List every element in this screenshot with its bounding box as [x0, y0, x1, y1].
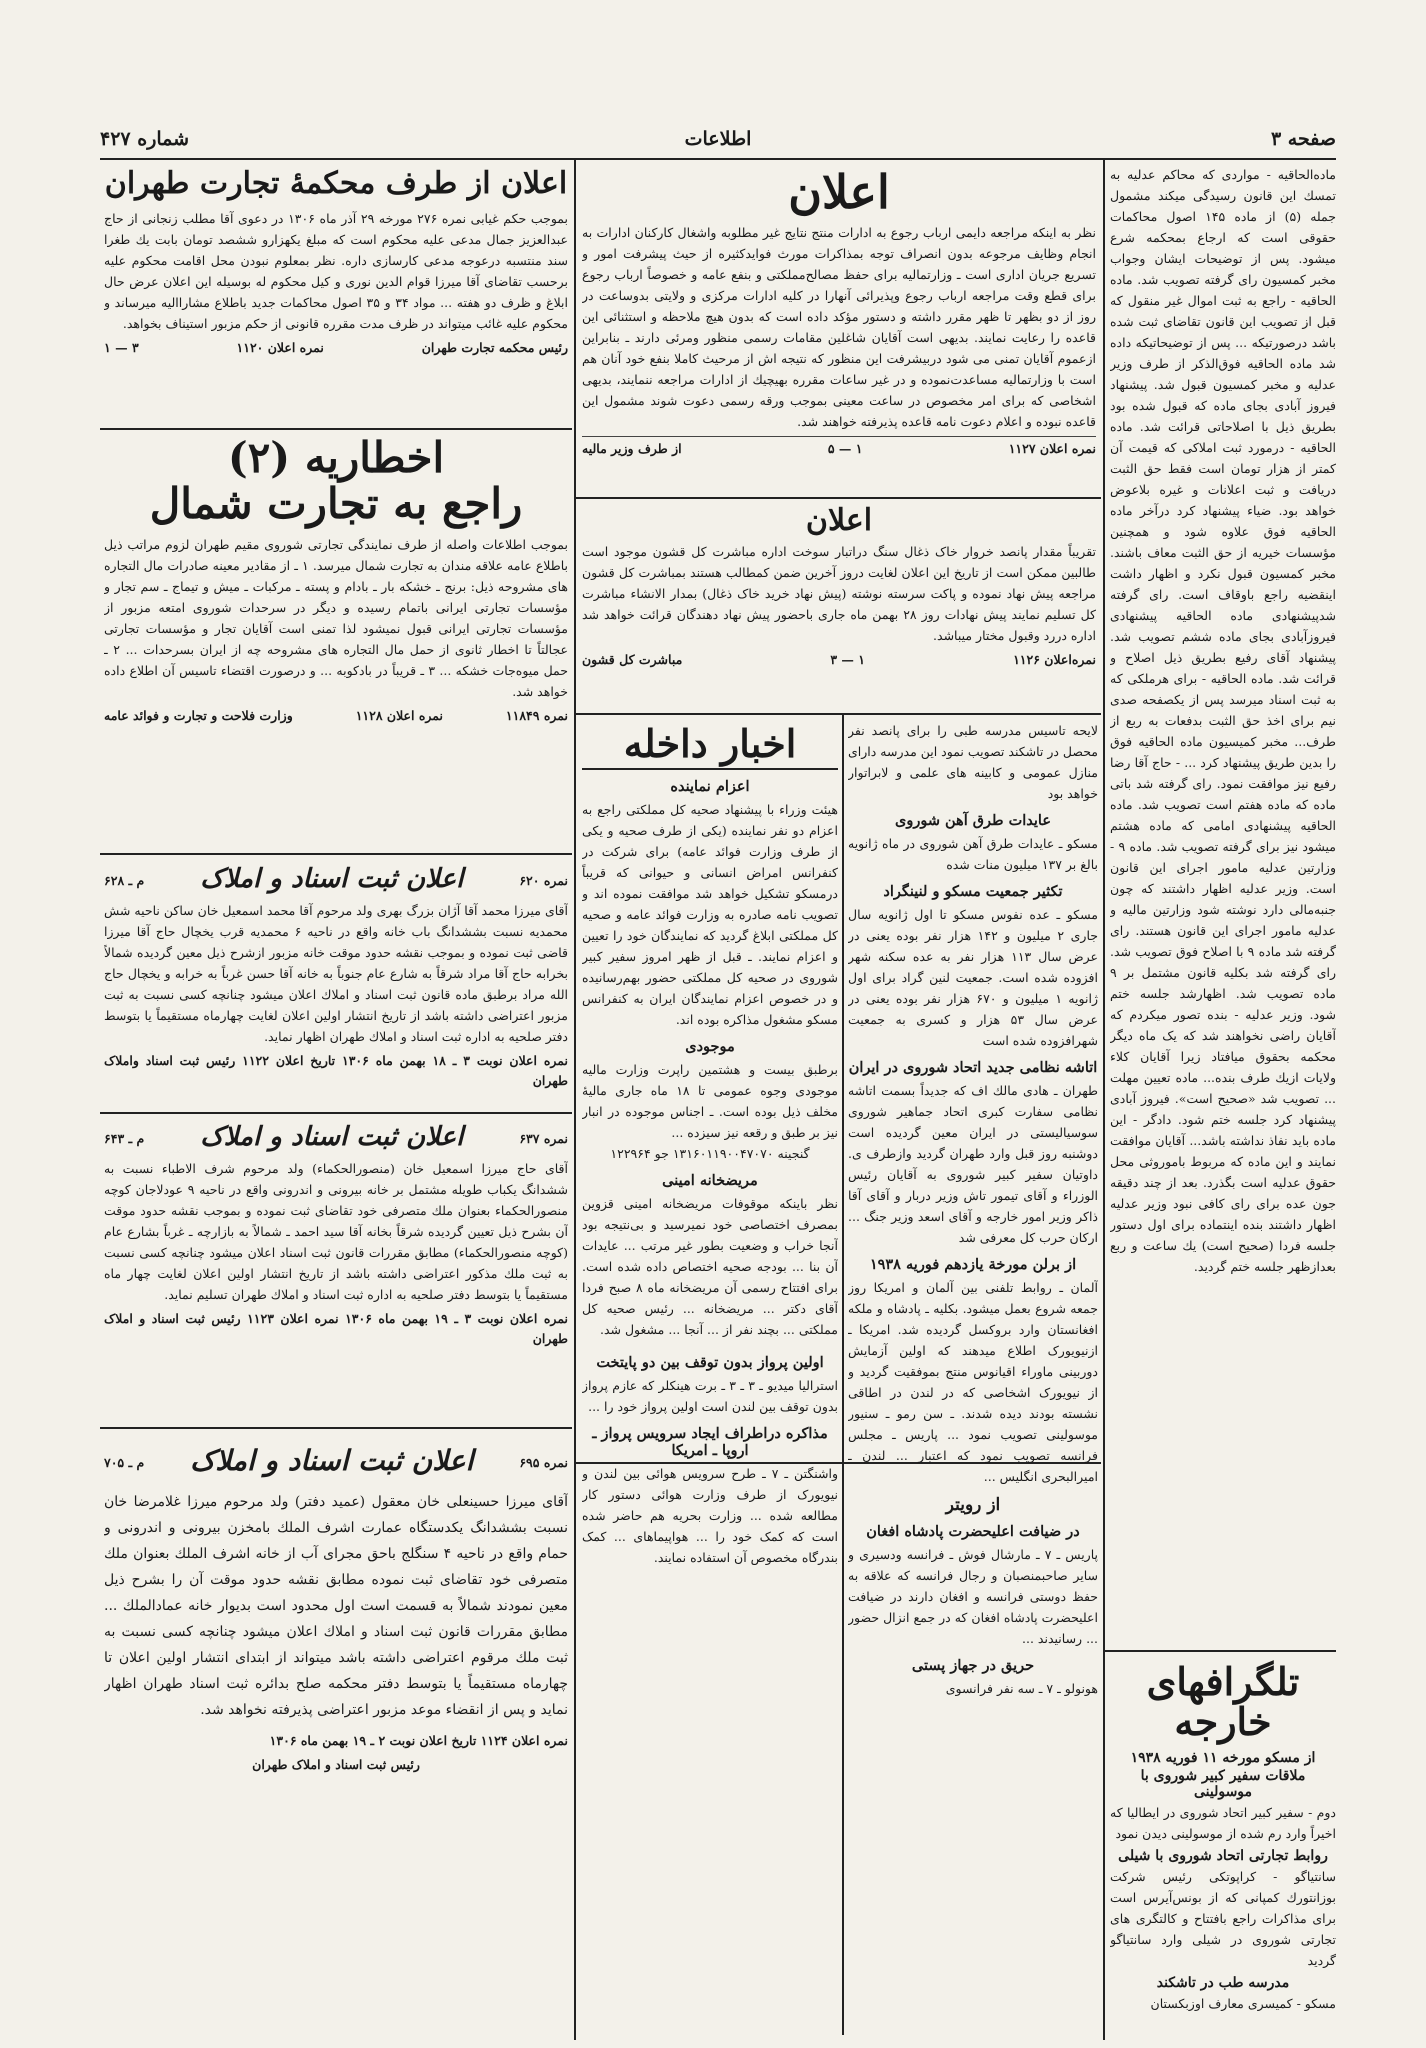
news-subheading: از رویتر	[945, 1495, 1001, 1515]
notice-number-secondary: نمره اعلان ۱۱۲۸	[355, 708, 443, 724]
court-notice-text: بموجب حکم غیابی نمره ۲۷۶ مورخه ۲۹ آذر ماه ۱۳۰۶ در دعوی آقا مطلب زنجانی از حاج عبدالعزیز جمال مدعی علیه محکوم است که مبلغ یکهزارو ششصد تومان بابت یك طغرا سند منتسبه درعوجه مدعی کارسازی داره. نظر بمعلوم نبودن محل اقامت محکوم علیه برحسب تقاضای آقا میرزا قوام الدین نوری و کیل محکوم له بوسیله این اعلان عرض حال ابلاغ و ظرف دو هفته ... مواد ۳۴ و ۳۵ اصول محاکمات جدید باطلاع مشاراالیه میرساند و محکوم علیه غائب میتواند در ظرف مدت مقرره قانونی از حکم مزبور استیناف بخواهد.	[104, 210, 568, 331]
notice-signature: رئیس محکمه تجارت طهران	[421, 339, 568, 355]
registry-notice-text: آقای میرزا محمد آقا آژان بزرگ بهری ولد مرحوم آقا محمد اسمعیل خان ساکن ناحیه شش محمدیه نسبت بششدانگ باب خانه واقع در ناحیه ۶ محمدیه قرب یخچال حاج آقا میرزا قاضی ثبت نموده و بموجب نقشه حدود موقت خانه مزبور ازشرح ذیل معین گردیده شمالاً بخرابه حاج آقا مراد شرقاً به شارع عام جنوباً به خانه آقا حسن غرباً به خرابه و یخچال حاج الله مراد برطبق ماده قانون ثبت اسناد و املاك اعلان میشود چنانچه کسی نسبت به ثبت مزبور اعتراضی داشته باشد از تاریخ انتشار اولین اعلان لغایت چهارماه مستقیماً یا بتوسط دفتر صلحیه به اداره ثبت اسناد و املاك طهران اظهار نماید.	[104, 903, 568, 1044]
news-column	[848, 720, 1098, 2038]
section-rule	[100, 1112, 572, 1114]
finance-notice-title: اعلان	[788, 165, 890, 219]
telegram-text: مسکو - کمیسری معارف اوزبکستان	[1150, 1995, 1336, 2011]
telegram-headline: ملاقات سفیر کبیر شوروی با موسولینی	[1140, 1767, 1306, 1800]
court-notice	[104, 164, 568, 424]
parliament-report-text: ماده‌الحاقیه - مواردی که محاکم عدلیه به تمسك این قانون رسیدگی میکند مشمول جمله (۵) از ماده ۱۴۵ اصول محاکمات حقوقی است که ارجاع بمحکمه شرع میشود. پس از توضیحات ایشان وجواب مخبر کمسیون رای گرفته تصویب شد. ماده الحاقیه - راجع به ثبت اموال غیر منقول که قبل از تصویب این قانون تقاضای ثبت شده باشد درصورتیکه ... پس از توضیحاتیکه داده شد ماده الحاقیه فوق‌الذکر از طرف وزیر عدلیه و مخبر کمسیون قبول شد. پیشنهاد فیروز آبادی بجای ماده که قبول شده بود بطریق ذیل با اصلاحاتی قرائت شد. ماده الحاقیه - درمورد ثبت املاکی که قیمت آن کمتر از هزار تومان است فقط حق الثبت دریافت و ثبت اعلانات و غیره بلاعوض خواهد بود. ضیاء پیشنهاد کرد درآخر ماده الحاقیه فوق علاوه شود و همچنین مؤسسات خیریه از حق الثبت معاف باشند. مخبر کمسیون قبول نکرد و اظهار داشت اینقضیه راجع باوقاف است. رای گرفته شدپیشنهادی ماده الحاقیه پیشنهادی فیروزآبادی بجای ماده ششم تصویب شد. پیشنهاد آقای رفیع بطریق ذیل اصلاح و قرائت شد. ماده الحاقیه - برای هرملکی که به ثبت اسناد میرسد پس از یکصفحه صدی نیم برای اخذ حق الثبت بدفعات به ربع از طرف... مخبر کمیسیون ماده الحاقیه فوق را بدین طریق پیشنهاد کرد ... - حاج آقا رضا رفیع نیز موافقت نمود. رای گرفته شد باتی ماده که ماده هفتم است تصویب شد. ماده الحاقیه پیشنهادی امامی که ماده هشتم میشود نیز برای گرفته تصویب شد. ماده ۹ - وزارتین عدلیه مامور اجرای این قانون است. وزیر عدلیه اظهار داشتند که چون جنبه‌مالی دارد نوشته شود وزارتین مالیه و عدلیه مامور اجرای این قانون هستند. رای گرفته شد ماده ۹ با اصلاح فوق تصویب شد. رای گرفته شد بکلیه قانون مشتمل بر ۹ ماده تصویب شد. اظهارشد جلسه ختم شود. وزیر عدلیه - بنده تصور میکردم که آقایان راضی نخواهند شد که یک ماه دیگر محکمه بحقوق میافتاد زیرا آقایان کلاء ولایات ازیك طرف بنده... ماده تعیین مهلت ... تصویب شد «صحیح است». فیروز آبادی پیشنهاد کرد جلسه ختم شود. دادگر - این ماده باید نفاذ نداشته باشد... آقایان موافقت نمایند و این ماده که مربوط باموروثی محل حقوق عدلیه است بگذرد. بعد از چند دقیقه جون عده برای رای کافی نبود وزیر عدلیه اظهار داشتند بنده اینتماده برای اول دستور جلسه فردا (صحیح است) یك ساعت و ربع بعدازظهر جلسه ختم گردید.	[1110, 167, 1336, 1274]
registry-stamp-title: اعلان ثبت اسناد و املاک	[200, 1122, 464, 1152]
news-text: استرالیا میدیو ـ ۳ ـ ۳ ـ برت هینکلر که عازم پرواز بدون توقف بین لندن است اولین پرواز خود را ...	[582, 1377, 838, 1414]
foreign-telegrams	[1110, 1656, 1336, 2036]
news-subheading: موجودی	[685, 1037, 735, 1055]
coal-notice-title: اعلان	[805, 503, 873, 538]
section-rule	[576, 713, 1101, 715]
newspaper-name: اطلاعات	[684, 128, 752, 150]
section-rule	[576, 497, 1101, 499]
news-text: پاریس ـ ۷ ـ مارشال فوش ـ فرانسه ودسیری و سایر صاحبمنصبان و رجال فرانسه که علاقه به حفظ دوستی فرانسه و افغان دارند در ضیافت اعلیحضرت پادشاه افغان که در جمع انزال حضور ... رسانیدند ...	[848, 1547, 1098, 1646]
section-rule	[100, 853, 572, 855]
notice-signature: مباشرت کل قشون	[582, 651, 683, 667]
section-rule	[100, 1427, 572, 1429]
notice-number: م ـ ۶۲۸	[104, 873, 145, 888]
domestic-news-title: اخبار داخله	[582, 724, 838, 770]
registry-notice-footer	[104, 1731, 568, 1751]
registry-notice-text: آقای حاج میرزا اسمعیل خان (منصورالحکماء) ولد مرحوم شرف الاطباء نسبت به ششدانگ یکباب طویله مشتمل بر خانه بیرونی و اندرونی واقع در ناحیه ۹ عودلاجان کوچه منصورالحکماء بعنوان ملك متصرفی خود تقاضای ثبت نموده و بموجب نقشه حدود موقت آن بشرح ذیل تعیین گردیده شرقاً بخانه آقا سید احمد ـ شمالاً به بازارچه ـ غرباً بشارع عام (کوچه منصورالحکماء) مطابق مقررات قانون ثبت اسناد اعلان میشود چنانچه کسی نسبت به ثبت ملك مذکور اعتراضی داشته باشد از تاریخ انتشار اولین اعلان لغایت چهار ماه مستقیماً یا بتوسط دفتر صلحیه به اداره ثبت اسناد و املاك طهران تسلیم نماید.	[104, 1161, 568, 1302]
registry-notice-text: آقای میرزا حسینعلی خان معقول (عمید دفتر) ولد مرحوم میرزا غلامرضا خان نسبت بششدانگ یکدستگاه عمارت اشرف الملك بامخزن بیرونی و اندرونی و حمام واقع در ناحیه ۴ سنگلج باحق مجرای آب از خانه اشرف الملك بعنوان ملك متصرفی خود تقاضای ثبت نموده مطابق نقشه حدود موقت آن را بشرح ذیل معین نمودند شمالاً به قسمت است اول محدود است بدیوار خانه عمادالملك ... مطابق مقررات قانون ثبت اسناد و املاك اعلان میشود چنانچه کسی نسبت به ثبت ملك مرقوم اعتراضی داشته باشد میتواند از ابتدای انتشار اولین اعلان تا چهارماه مستقیماً یا بتوسط دفتر محکمه صلح بدائره ثبت اسناد طهران اظهار نماید و پس از انقضاء موعد مزبور اعتراضی پذیرفته نخواهد شد.	[104, 1494, 568, 1718]
notice-signature: رئیس ثبت اسناد و املاک طهران	[252, 1757, 420, 1772]
news-text: برطبق بیست و هشتمین راپرت وزارت مالیه موجودی وجوه عمومی تا ۱۸ ماه جاری مالیهٔ مخلف ذیل بوده است. ـ اجناس موجوده در انبار نیز بر طبق و رقعه نیز سیزده ...	[582, 1061, 838, 1140]
notice-number: نمره‌اعلان ۱۱۲۶	[1013, 651, 1096, 667]
page-header	[100, 126, 1336, 160]
notice-number: م ـ ۷۰۵	[104, 1454, 145, 1470]
section-rule	[100, 428, 572, 430]
trade-warning-footer	[104, 706, 568, 726]
news-subheading: تکثیر جمعیت مسکو و لنینگراد	[883, 883, 1063, 900]
news-text: مسکو ـ عده نفوس مسکو تا اول ژانویه سال جاری ۲ میلیون و ۱۴۲ هزار نفر بوده یعنی در عرض سال ۱۱۳ هزار نفر به عده سکنه شهر افزوده شده است. جمعیت لنین گراد برای اول ژانویه ۱ میلیون و ۶۷۰ هزار نفر بوده یعنی در عرض سال ۵۳ هزار و کسری به جمعیت شهرافزوده شده است	[848, 907, 1098, 1048]
news-text: آلمان ـ روابط تلفنی بین آلمان و امریکا روز جمعه شروع بعمل میشود. بکلیه ـ پادشاه و ملکه افغانستان وارد بروکسل گردیده شد. امریکا ـ ازنیویورک اطلاع میدهند که اولین آزمایش دوربینی ماوراء اقیانوس منتج بموفقیت گردید و از نیویورک اشخاصی که در لندن در اطاقی نشسته بودند دیده شدند. ـ سن رمو ـ سنیور موسولینی تصویب نمود ... پاریس ـ مجلس فرانسه تصویب نمود که اعتبار ... لندن ـ امیرالبحری انگلیس ...	[848, 1280, 1098, 1484]
finance-notice-text: نظر به اینکه مراجعه دایمی ارباب رجوع به ادارات منتج نتایج غیر مطلوبه واشغال کارکنان ادارات به انجام وظایف مرجوعه بدون انصراف توجه بمذاکرات مورث فوایدکثیره از حیث پیشرفت امور و تسریع جریان اداری است ـ وزارتمالیه برای حفظ مصالح‌مملکتی و بنفع عامه و خصوصاً ارباب رجوع برای قطع وقت مراجعه ارباب رجوع وپذیرائی آنهارا در کلیه ادارات مرکزی و ولایتی بدوساعت در روز از دو بظهر تا ظهر مقرر داشته و دستور مؤکد داده است که بدون هیچ ملاحظه و استثنائی این قاعده را رعایت نمایند. بدیهی است آقایان شاغلین مقامات رسمی منظور ومرئی دارند ـ بنابراین ازعموم آقایان تمنی می شود دربیشرفت این منظور که نتیجه اش از مرحیث کاملا بنفع خود آنان هم است با وزارتمالیه مساعدت‌نموده و در غیر ساعات مقرره بهیچیك از ادارات مراجعه ننمایند، بدیهی اشخاصی که برای امر مخصوص در ساعت معینی بموجب ورقه رسمی دعوت شوند مشمول این قاعده نبوده و اعلام دعوت نامه قاعده پذیرفته خواهند شد.	[582, 225, 1096, 430]
notice-series: ۱ — ۳	[830, 651, 866, 667]
notice-number: نمره ۶۳۷	[519, 1131, 568, 1146]
news-figures: گنجینه ۱۳۱۶۰۱۱۹۰۰۴۷۰۷۰ جو ۱۲۲۹۶۴	[610, 1145, 810, 1161]
registry-notice-header	[104, 1444, 568, 1477]
column-rule	[574, 160, 576, 2040]
news-text: نظر باینکه موقوفات مریضخانه امینی قزوین بمصرف اختصاصی خود نمیرسید و بی‌نتیجه بود آنجا خراب و وضعیت بطور غیر مرتب ... عایدات آن بنا ... بودجه صحیه اختصاص داده شده است. برای افتتاح رسمی آن مریضخانه ماه ۸ صبح فردا آقای دکتر ... مریضخانه ... رئیس صحیه کل مملکتی ... بچند نفر از ... آنجا ... مشغول شد.	[582, 1195, 838, 1337]
telegram-dateline: از مسکو مورخه ۱۱ فوریه ۱۹۳۸	[1130, 1749, 1316, 1766]
notice-number: نمره اعلان ۱۱۲۰	[236, 339, 324, 355]
coal-notice-footer	[582, 650, 1096, 670]
trade-warning-notice	[104, 434, 568, 850]
notice-number: نمره ۶۹۵	[519, 1454, 568, 1470]
news-text: هونولو ـ ۷ ـ سه نفر فرانسوی	[945, 1681, 1098, 1696]
page-number: صفحه ۳	[1270, 128, 1336, 150]
column-rule	[1103, 160, 1105, 2040]
registry-stamp-title: اعلان ثبت اسناد و املاک	[190, 1444, 474, 1477]
news-subheading: حریق در جهاز پستی	[911, 1657, 1035, 1674]
news-subheading: مذاکره دراطراف ایجاد سرویس پرواز ـ اروپا ـ امریکا	[592, 1424, 828, 1459]
registry-notice-footer: نمره اعلان نوبت ۳ ـ ۱۸ بهمن ماه ۱۳۰۶ تاریخ اعلان ۱۱۲۲ رئیس ثبت اسناد واملاک طهران	[104, 1053, 568, 1088]
registry-notice-header	[104, 864, 568, 894]
news-subheading: عایدات طرق آهن شوروی	[894, 812, 1052, 829]
news-subheading: مریضخانه امینی	[662, 1171, 758, 1189]
finance-notice-footer	[582, 436, 1096, 459]
notice-signature: وزارت فلاحت و تجارت و فوائد عامه	[104, 708, 293, 724]
issue-number: شماره ۴۲۷	[100, 128, 190, 150]
telegram-text: سانتیاگو - کراپوتکی رئیس شرکت بوزانتورك کمپانی که از بونس‌آیرس است برای مذاکرات راجع بافتتاح و کالتگری های تجارتی شوروی در شیلی وارد سانتیاگو گردید	[1110, 1868, 1336, 1968]
telegram-text: دوم - سفیر کبیر اتحاد شوروی در ایطالیا که اخیراً وارد رم شده از موسولینی دیدن نمود	[1110, 1804, 1336, 1841]
news-text: هیئت وزراء با پیشنهاد صحیه کل مملکتی راجع به اعزام دو نفر نماینده (یکی از طرف صحیه و یکی از طرف وزارت فوائد عامه) برای شرکت در کنفرانس امراض انسانی و حیوانی که قریباً درمسکو تشکیل خواهد شد موافقت نموده اند و تصویب نامه صادره به وزارت فوائد عامه و صحیه کل مملکتی ابلاغ گردید که نمایندگان خود را تعیین و اعزام نمایند. ـ قبل از ظهر امروز سفیر کبیر شوروی در صحیه کل مملکتی حضور بهم‌رسانیده و در خصوص اعزام نمایندگان ایران به کنفرانس مسکو مشغول مذاکره بوده اند.	[582, 801, 838, 1027]
registry-notice-2	[104, 1118, 568, 1424]
notice-number: نمره ۶۲۰	[519, 873, 568, 888]
news-subheading: اتاشه نظامی جدید اتحاد شوروی در ایران	[848, 1059, 1098, 1076]
registry-notice-footer: نمره اعلان نوبت ۳ ـ ۱۹ بهمن ماه ۱۳۰۶ نمره اعلان ۱۱۲۳ رئیس ثبت اسناد و املاک طهران	[104, 1311, 568, 1346]
finance-notice	[582, 164, 1096, 494]
telegram-headline: روابط تجارتی اتحاد شوروی با شیلی	[1118, 1847, 1328, 1864]
trade-warning-subtitle: راجع به تجارت شمال	[149, 479, 523, 529]
news-subheading: اولین پرواز بدون توقف بین دو پایتخت	[596, 1353, 824, 1371]
registry-notice-footer-text: نمره اعلان ۱۱۲۴ تاریخ اعلان نوبت ۲ ـ ۱۹ بهمن ماه ۱۳۰۶	[269, 1733, 568, 1748]
court-notice-footer	[104, 338, 568, 358]
telegram-headline: مدرسه طب در تاشکند	[1156, 1974, 1290, 1991]
notice-signature: از طرف وزیر مالیه	[582, 441, 682, 457]
news-text: مسکو ـ عایدات طرق آهن شوروی در ماه ژانویه بالغ بر ۱۳۷ میلیون منات شده	[848, 836, 1098, 872]
coal-notice-text: تقریباً مقدار پانصد خروار خاک ذغال سنگ دراتبار سوخت اداره مباشرت کل قشون موجود است طالبین ممکن است از تاریخ این اعلان لغایت دروز آخرین ضمن کمطالب هستند بمباشرت کل قشون مراجعه پیش نهاد نموده و پاکت سرسته نوشته (پیش نهاد خرید خاک ذغال) بمدار الانشاء مباشرت کل تسلیم نمایند پیش نهادات روز ۲۸ بهمن ماه جاری باحضور پیش نهاد دهندگان قرائت خواهد شد اداره دررد وقبول مختار میباشد.	[582, 543, 1096, 643]
column-rule	[842, 715, 844, 2035]
notice-number: م ـ ۶۴۳	[104, 1131, 145, 1146]
news-text: واشنگتن ـ ۷ ـ طرح سرویس هوائی بین لندن و نیویورک از طرف وزارت هوائی دستور کار مطالعه شده ... وزارت بحریه هم حاضر شده است که کمک خود را ... هواپیماهای ... کمک بندرگاه مخصوص آن استفاده نمایند.	[582, 1465, 838, 1565]
registry-notice-header	[104, 1122, 568, 1152]
news-text: لایحه تاسیس مدرسه طبی را برای پانصد نفر محصل در تاشکند تصویب نمود این مدرسه دارای منازل عمومی و کابینه های علمی و لابراتوار خواهد بود	[848, 723, 1098, 801]
domestic-news	[582, 720, 838, 2038]
news-text: طهران ـ هادی مالك اف که جدیداً بسمت اتاشه نظامی سفارت کبری اتحاد جماهیر شوروی سوسیالیستی در ایران معین گردیده است دوشنبه روز قبل وارد طهران گردید وازطرف ی. داوتیان سفیر کبیر شوروی به آقایان رئیس الوزراء و آقای تیمور تاش وزیر دربار و آقای آقا ذاکر وزیر امور خارجه و آقای اسعد وزیر جنگ ... ارکان حرب کل معرفی شد	[848, 1083, 1098, 1245]
foreign-telegrams-title: تلگرافهای خارجه	[1146, 1659, 1300, 1744]
notice-series: ۳ — ۱	[104, 339, 139, 355]
trade-warning-text: بموجب اطلاعات واصله از طرف نمایندگی تجارتی شوروی مقیم طهران لزوم مراتب ذیل باطلاع عامه علاقه مندان به تجارت شمال میرسد. ۱ ـ از مقادیر معینه صادرات مال التجاره های مشروحه ذیل: برنج ـ خشکه بار ـ بادام و پسته ـ مرکبات ـ میش و تیماج ـ سم تجار و مؤسسات تجارتی ایرانی باتمام رسیده و دیگر در سرحدات شوروی امتعه مزبور از مؤسسات تجارتی ایرانی قبول نمیشود لذا تمنی است آقایان تجار و مؤسسات تجارتی عجالتاً تا اخطار ثانوی از حمل مال التجاره های مشروحه چه از ایران بسرحدات ... ۲ ـ حمل میوه‌جات خشکه ... ۳ ـ قریباً در بادکوبه ... و درصورت اقتضاء تاسیس آن اطلاع داده خواهد شد.	[104, 537, 568, 700]
news-subheading: از برلن مورخة یازدهم فوریه ۱۹۳۸	[869, 1256, 1077, 1273]
notice-number: نمره اعلان ۱۱۲۷	[1008, 441, 1096, 457]
registry-notice-3	[104, 1434, 568, 2038]
coal-notice	[582, 503, 1096, 709]
notice-number: نمره ۱۱۸۴۹	[505, 708, 568, 724]
notice-series: ۱ — ۵	[827, 441, 863, 457]
court-notice-title: اعلان از طرف محکمهٔ تجارت طهران	[104, 166, 568, 201]
trade-warning-title: اخطاریه (۲)	[227, 434, 445, 482]
section-rule	[1105, 1650, 1336, 1652]
news-subheading: در ضیافت اعلیحضرت پادشاه افغان	[866, 1523, 1080, 1540]
news-subheading: اعزام نماینده	[670, 777, 750, 795]
registry-stamp-title: اعلان ثبت اسناد و املاک	[200, 864, 464, 894]
parliament-report	[1110, 164, 1336, 1644]
registry-notice-1	[104, 860, 568, 1110]
